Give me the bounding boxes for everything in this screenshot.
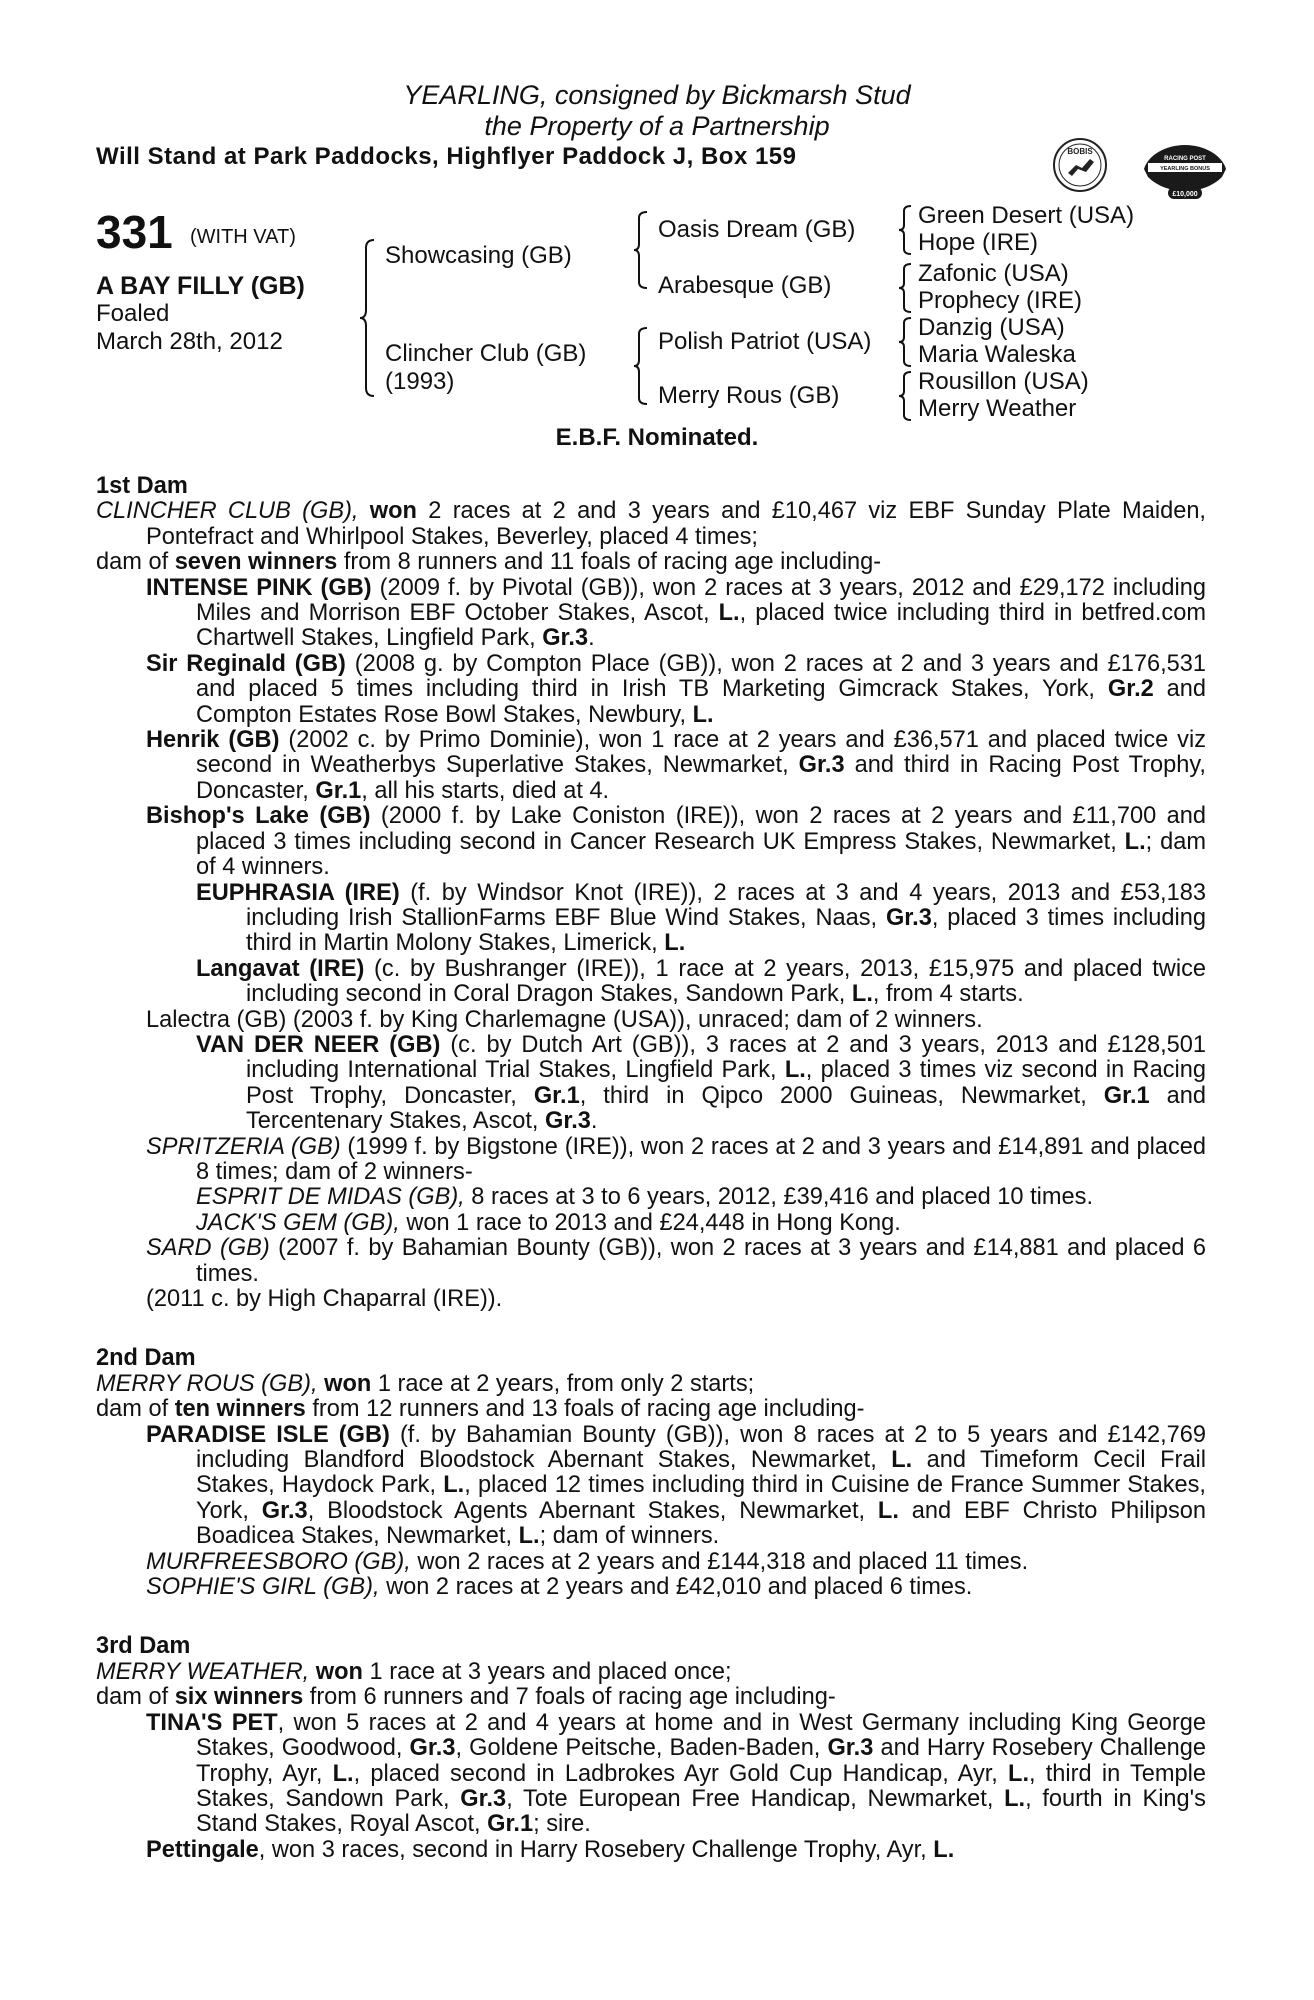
pedigree-brace-main <box>358 238 378 398</box>
pedigree-g2: Hope (IRE) <box>918 229 1039 256</box>
produce-sophies-girl: SOPHIE'S GIRL (GB), won 2 races at 2 years and £42,010 and placed 6 times. <box>146 1574 973 1601</box>
produce-intense-pink: INTENSE PINK (GB) (2009 f. by Pivotal (GB)), won 2 races at 3 years, 2012 and £29,172 including Miles and Morrison EBF October Stakes, Ascot, L., placed twice including third in betfred.com Chartwell Stakes, Lingfield Park, Gr.3. <box>146 574 1207 652</box>
produce-spritzeria: SPRITZERIA (GB) (1999 f. by Bigstone (IRE)), won 2 races at 2 and 3 years and £14,891 and placed 8 times; dam of 2 winners- <box>146 1133 1206 1185</box>
pedigree-g4: Prophecy (IRE) <box>918 287 1083 314</box>
produce-sard: SARD (GB) (2007 f. by Bahamian Bounty (GB)), won 2 races at 3 years and £14,881 and placed 6 times. <box>146 1235 1206 1287</box>
pedigree-brace-g4 <box>897 370 913 422</box>
stand-location: Will Stand at Park Paddocks, Highflyer Paddock J, Box 159 <box>96 143 797 170</box>
produce-esprit-de-midas: ESPRIT DE MIDAS (GB), 8 races at 3 to 6 years, 2012, £39,416 and placed 10 times. <box>196 1184 1094 1211</box>
ebf-nominated: E.B.F. Nominated. <box>555 424 759 451</box>
lot-number: 331 <box>96 206 173 258</box>
third-dam-record: MERRY WEATHER, won 1 race at 3 years and placed once; <box>96 1658 732 1685</box>
pedigree-g1: Green Desert (USA) <box>918 202 1135 229</box>
pedigree-dam-dam: Merry Rous (GB) <box>658 382 840 409</box>
catalogue-body <box>96 474 1206 1863</box>
racing-post-bonus-logo <box>1142 143 1228 201</box>
pedigree-sire: Showcasing (GB) <box>385 242 572 269</box>
second-dam-heading: 2nd Dam <box>96 1345 196 1372</box>
pedigree-g7: Rousillon (USA) <box>918 368 1089 395</box>
pedigree-dam-year: (1993) <box>385 368 455 395</box>
second-dam-produce-summary: dam of ten winners from 12 runners and 13 foals of racing age including- <box>96 1396 865 1423</box>
pedigree-brace-g2 <box>897 262 913 314</box>
produce-tinas-pet: TINA'S PET, won 5 races at 2 and 4 years at home and in West Germany including King George Stakes, Goodwood, Gr.3, Goldene Peitsche, Baden-Baden, Gr.3 and Harry Rosebery Challenge Trophy, Ayr, L., placed second in Ladbrokes Ayr Gold Cup Handicap, Ayr, L., third in Temple Stakes, Sandown Park, Gr.3, Tote European Free Handicap, Newmarket, L., fourth in King's Stand Stakes, Royal Ascot, Gr.1; sire. <box>146 1709 1206 1838</box>
third-dam-produce-summary: dam of six winners from 6 runners and 7 foals of racing age including- <box>96 1684 836 1711</box>
produce-2011-colt: (2011 c. by High Chaparral (IRE)). <box>146 1286 503 1312</box>
pedigree-sire-sire: Oasis Dream (GB) <box>658 216 856 243</box>
produce-paradise-isle: PARADISE ISLE (GB) (f. by Bahamian Bounty (GB)), won 8 races at 2 to 5 years and £142,769 including Blandford Bloodstock Abernant Stakes, Newmarket, L. and Timeform Cecil Frail Stakes, Haydock Park, L., placed 12 times including third in Cuisine de France Summer Stakes, York, Gr.3, Bloodstock Agents Abernant Stakes, Newmarket, L. and EBF Christo Philipson Boadicea Stakes, Newmarket, L.; dam of winners. <box>146 1421 1207 1550</box>
lot-name: A BAY FILLY (GB) <box>96 272 305 300</box>
produce-henrik: Henrik (GB) (2002 c. by Primo Dominie), won 1 race at 2 years and £36,571 and placed twice viz second in Weatherbys Superlative Stakes, Newmarket, Gr.3 and third in Racing Post Trophy, Doncaster, Gr.1, all his starts, died at 4. <box>146 727 1206 804</box>
header-consignor: YEARLING, consigned by Bickmarsh Stud <box>403 80 911 110</box>
first-dam-produce-summary: dam of seven winners from 8 runners and 11 foals of racing age including- <box>96 549 882 576</box>
rp-top-text: RACING POST <box>1164 156 1206 162</box>
produce-pettingale: Pettingale, won 3 races, second in Harry Rosebery Challenge Trophy, Ayr, L. <box>146 1836 955 1863</box>
rp-mid-text: YEARLING BONUS <box>1160 166 1210 172</box>
pedigree-brace-dam <box>632 326 650 406</box>
pedigree-dam-sire: Polish Patriot (USA) <box>658 328 872 355</box>
pedigree-sire-dam: Arabesque (GB) <box>658 272 832 299</box>
pedigree-brace-g1 <box>897 204 913 256</box>
produce-van-der-neer: VAN DER NEER (GB) (c. by Dutch Art (GB)), 3 races at 2 and 3 years, 2013 and £128,501 including International Trial Stakes, Lingfield Park, L., placed 3 times viz second in Racing Post Trophy, Doncaster, Gr.1, third in Qipco 2000 Guineas, Newmarket, Gr.1 and Tercentenary Stakes, Ascot, Gr.3. <box>196 1031 1207 1135</box>
produce-sir-reginald: Sir Reginald (GB) (2008 g. by Compton Place (GB)), won 2 races at 2 and 3 years and £176,531 and placed 5 times including third in Irish TB Marketing Gimcrack Stakes, York, Gr.2 and Compton Estates Rose Bowl Stakes, Newbury, L. <box>146 650 1207 728</box>
third-dam-heading: 3rd Dam <box>96 1633 191 1660</box>
produce-euphrasia: EUPHRASIA (IRE) (f. by Windsor Knot (IRE)), 2 races at 3 and 4 years, 2013 and £53,183 including Irish StallionFarms EBF Blue Wind Stakes, Naas, Gr.3, placed 3 times including third in Martin Molony Stakes, Limerick, L. <box>196 879 1206 957</box>
first-dam-record: CLINCHER CLUB (GB), won 2 races at 2 and 3 years and £10,467 viz EBF Sunday Plate Maiden, Pontefract and Whirlpool Stakes, Beverley, placed 4 times; <box>96 498 1206 550</box>
produce-langavat: Langavat (IRE) (c. by Bushranger (IRE)), 1 race at 2 years, 2013, £15,975 and placed twice including second in Coral Dragon Stakes, Sandown Park, L., from 4 starts. <box>196 955 1206 1008</box>
bobis-logo <box>1050 135 1110 195</box>
produce-bishops-lake: Bishop's Lake (GB) (2000 f. by Lake Coniston (IRE)), won 2 races at 2 years and £11,700 and placed 3 times including second in Cancer Research UK Empress Stakes, Newmarket, L.; dam of 4 winners. <box>146 803 1206 881</box>
foaled-label: Foaled <box>96 300 170 327</box>
header-property: the Property of a Partnership <box>484 111 830 141</box>
bobis-text: BOBIS <box>1067 147 1093 156</box>
produce-jacks-gem: JACK'S GEM (GB), won 1 race to 2013 and £24,448 in Hong Kong. <box>196 1209 901 1236</box>
pedigree-brace-g3 <box>897 316 913 368</box>
second-dam-record: MERRY ROUS (GB), won 1 race at 2 years, from only 2 starts; <box>96 1370 755 1397</box>
produce-murfreesboro: MURFREESBORO (GB), won 2 races at 2 years and £144,318 and placed 11 times. <box>146 1548 1029 1575</box>
produce-lalectra: Lalectra (GB) (2003 f. by King Charlemagne (USA)), unraced; dam of 2 winners. <box>146 1006 983 1033</box>
foaled-date: March 28th, 2012 <box>96 328 283 355</box>
pedigree-g8: Merry Weather <box>918 395 1077 422</box>
pedigree-brace-sire <box>632 210 650 290</box>
pedigree-g3: Zafonic (USA) <box>918 260 1069 287</box>
rp-amount-text: £10,000 <box>1172 191 1198 198</box>
pedigree-dam: Clincher Club (GB) <box>385 340 587 367</box>
first-dam-heading: 1st Dam <box>96 473 188 499</box>
pedigree-g6: Maria Waleska <box>918 341 1076 368</box>
vat-note: (WITH VAT) <box>190 226 296 248</box>
pedigree-g5: Danzig (USA) <box>918 314 1065 341</box>
